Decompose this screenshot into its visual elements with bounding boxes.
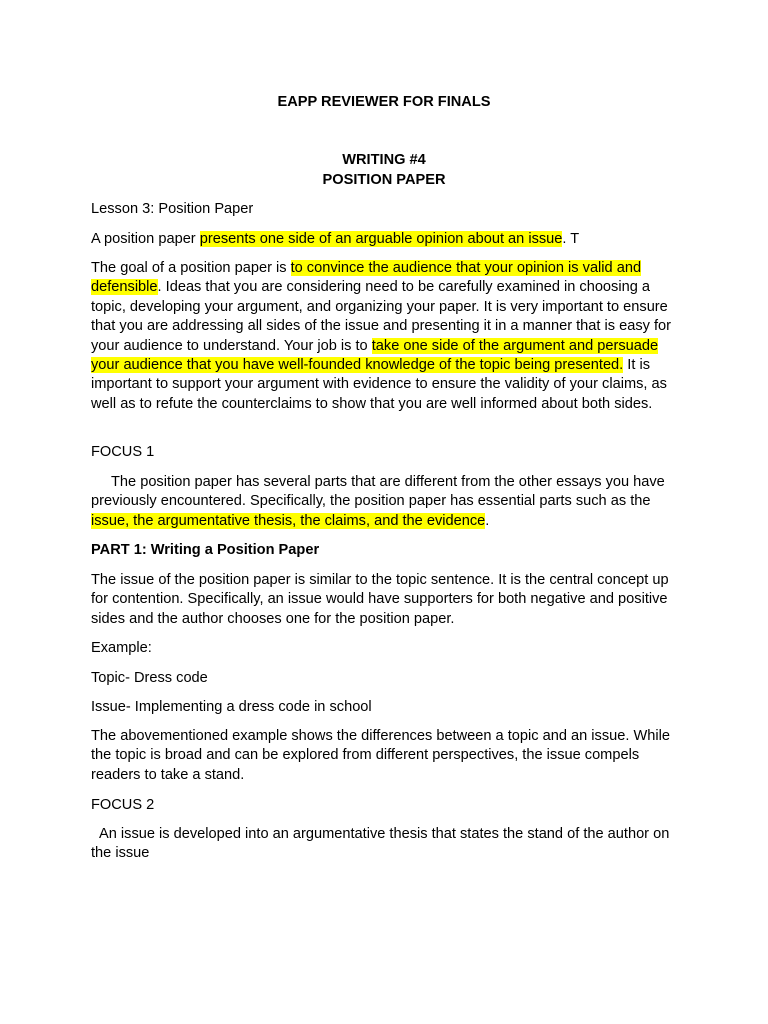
- focus1-paragraph: [91, 473, 675, 531]
- goal-highlight-1: to convince the audience that your opinion is valid and defensible: [91, 260, 642, 296]
- example-topic: Topic- Dress code: [91, 670, 208, 686]
- focus2-paragraph: An issue is developed into an argumentative thesis that states the stand of the author on the issue: [91, 826, 670, 862]
- intro-paragraph: [91, 230, 675, 249]
- focus1-label: FOCUS 1: [91, 444, 155, 460]
- goal-text-2: . Ideas that you are considering need to be carefully examined in choosing a topic, developing your argument, and organizing your paper. It is very important to ensure that you are addressing all sides of the issue and presenting it in a manner that is easy for your audience to understand. Your job is to: [91, 279, 672, 354]
- explanation-paragraph: The abovementioned example shows the differences between a topic and an issue. While the topic is broad and can be explored from different perspectives, the issue compels readers to take a stand.: [91, 728, 670, 783]
- goal-paragraph: [91, 259, 675, 414]
- focus2-label: FOCUS 2: [91, 797, 155, 813]
- focus1-text-2: .: [485, 512, 490, 529]
- intro-highlight: presents one side of an arguable opinion about an issue: [199, 231, 563, 247]
- document-title: EAPP REVIEWER FOR FINALS: [277, 94, 491, 110]
- example-issue: Issue- Implementing a dress code in school: [91, 699, 372, 715]
- goal-highlight-2: take one side of the argument and persuade your audience that you have well-founded knowledge of the topic being presented.: [91, 337, 659, 374]
- focus1-highlight: issue, the argumentative thesis, the claims, and the evidence: [91, 512, 486, 529]
- intro-text-2: . T: [562, 231, 580, 247]
- focus1-text-1: The position paper has several parts that are different from the other essays you have previously encountered. Specifically, the position paper has essential parts such as the: [91, 474, 665, 510]
- writing-number: WRITING #4: [342, 152, 426, 168]
- goal-text-3: It is important to support your argument with evidence to ensure the validity of your claims, as well as to refute the counterclaims to show that you are well informed about both sides.: [91, 357, 667, 412]
- intro-text-1: A position paper: [91, 231, 200, 247]
- part1-body: The issue of the position paper is similar to the topic sentence. It is the central concept up for contention. Specifically, an issue would have supporters for both negative and positive sides and the author chooses one for the position paper.: [91, 572, 669, 627]
- writing-topic: POSITION PAPER: [322, 172, 446, 188]
- part1-heading: PART 1: Writing a Position Paper: [91, 542, 320, 558]
- goal-text-1: The goal of a position paper is: [91, 260, 291, 276]
- example-label: Example:: [91, 640, 152, 656]
- lesson-title: Lesson 3: Position Paper: [91, 201, 254, 217]
